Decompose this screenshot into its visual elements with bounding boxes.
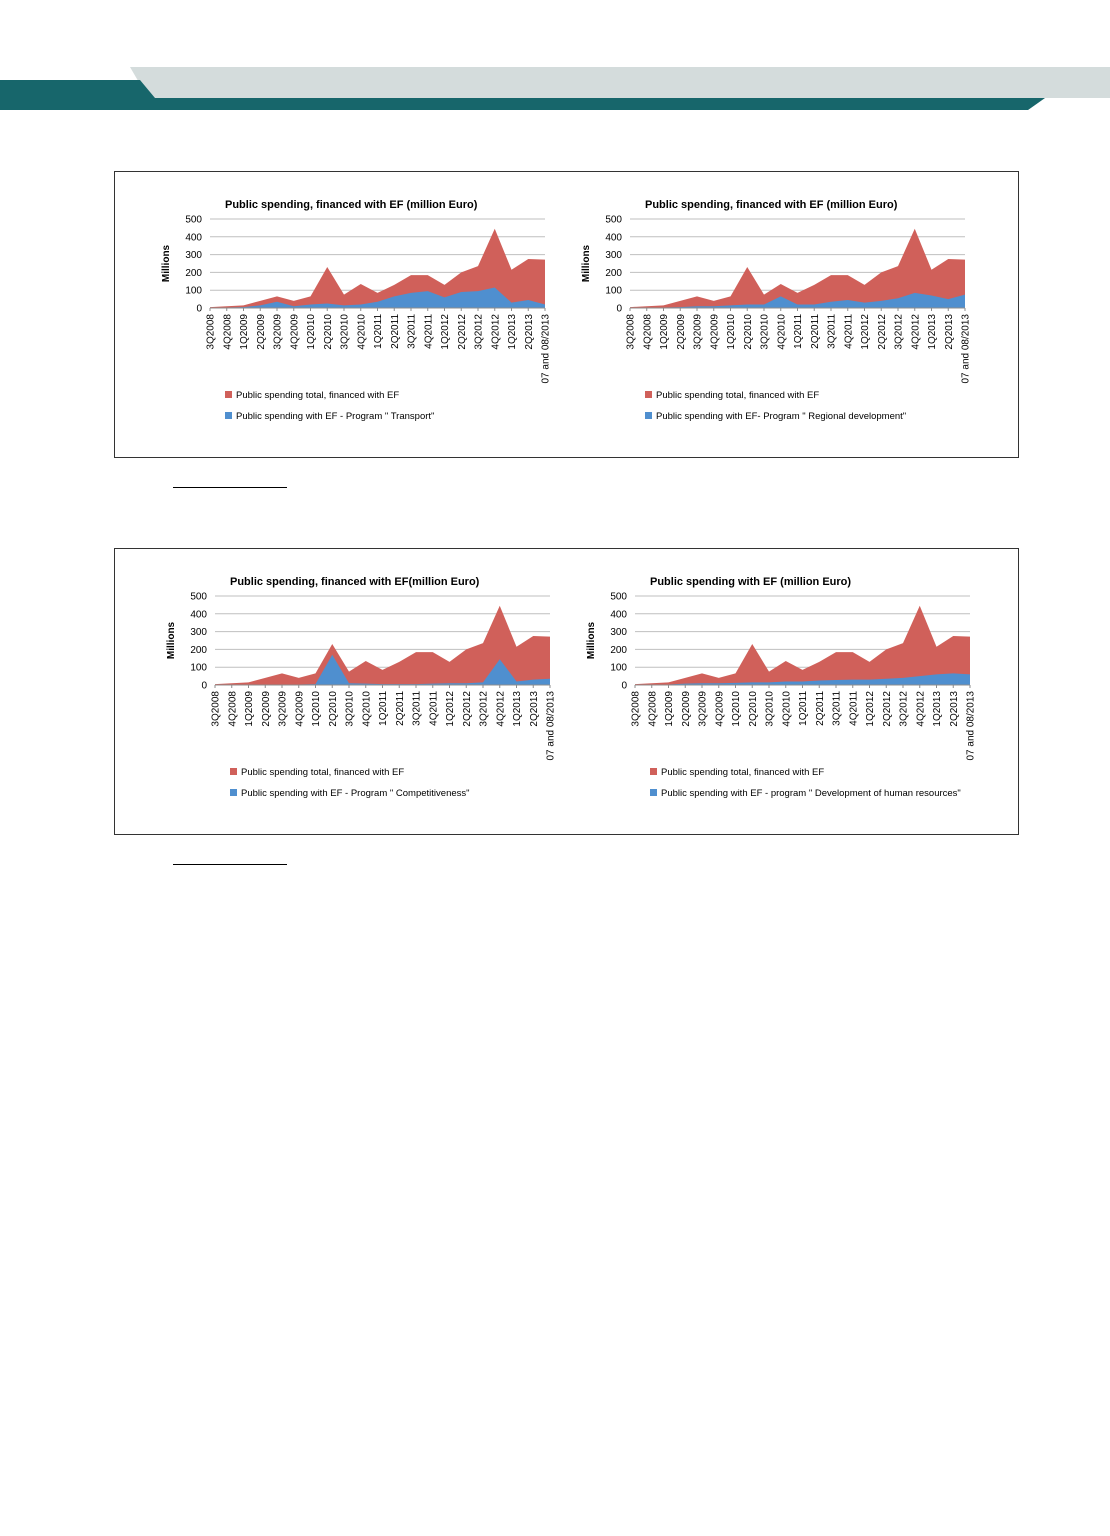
- x-tick-label: 2Q2013: [948, 691, 960, 727]
- y-tick-label: 0: [616, 303, 622, 315]
- y-tick-label: 100: [185, 285, 202, 297]
- x-tick-label: 3Q2011: [826, 314, 838, 349]
- y-tick-label: 400: [610, 609, 627, 621]
- x-tick-label: 2Q2010: [322, 314, 334, 350]
- x-tick-label: 4Q2008: [642, 314, 654, 350]
- chart-title: Public spending, financed with EF (million Euro): [645, 199, 898, 211]
- x-tick-label: 3Q2010: [759, 314, 771, 350]
- legend-entry: Public spending with EF - Program " Transport": [236, 411, 435, 422]
- legend-swatch: [225, 391, 232, 398]
- x-tick-label: 2Q2009: [260, 691, 272, 727]
- x-tick-label: 4Q2012: [910, 314, 922, 350]
- x-tick-label: 2Q2012: [876, 314, 888, 350]
- footnote-rule: [173, 864, 287, 865]
- y-tick-label: 400: [185, 232, 202, 244]
- x-tick-label: 3Q2008: [210, 691, 222, 727]
- y-tick-label: 0: [621, 680, 627, 692]
- y-tick-label: 300: [610, 627, 627, 639]
- x-tick-label: 2Q2010: [742, 314, 754, 350]
- x-tick-label: 3Q2010: [764, 691, 776, 727]
- x-tick-label: 1Q2011: [378, 691, 389, 726]
- x-tick-label: 1Q2013: [512, 691, 523, 727]
- y-tick-label: 500: [605, 214, 622, 226]
- x-tick-label: 1Q2010: [311, 691, 322, 727]
- x-tick-label: 2Q2009: [255, 314, 267, 350]
- y-tick-label: 300: [185, 250, 202, 262]
- x-tick-label: 1Q2009: [244, 691, 255, 727]
- x-tick-label: 4Q2010: [356, 314, 368, 350]
- legend-entry: Public spending total, financed with EF: [236, 390, 400, 401]
- x-tick-label: 3Q2009: [692, 314, 704, 350]
- footnote-rule: [173, 487, 287, 488]
- x-tick-label: 2Q2012: [456, 314, 468, 350]
- chart-transport: [161, 199, 552, 422]
- x-tick-label: 3Q2012: [473, 314, 485, 350]
- y-axis-label: Millions: [166, 621, 177, 660]
- x-tick-label: 1Q2013: [927, 314, 938, 350]
- x-tick-label: 07 and 08/2013: [540, 314, 552, 384]
- x-tick-label: 4Q2011: [843, 314, 855, 349]
- x-tick-label: 2Q2011: [394, 691, 406, 726]
- y-tick-label: 0: [196, 303, 202, 315]
- legend-swatch: [650, 768, 657, 775]
- x-tick-label: 1Q2010: [726, 314, 737, 350]
- header-band: [0, 0, 1110, 120]
- y-tick-label: 500: [610, 591, 627, 603]
- y-tick-label: 100: [605, 285, 622, 297]
- x-tick-label: 1Q2012: [860, 314, 871, 350]
- legend-entry: Public spending total, financed with EF: [661, 767, 825, 778]
- legend-entry: Public spending with EF - Program " Competitiveness": [241, 788, 470, 799]
- x-tick-label: 4Q2012: [490, 314, 502, 350]
- x-tick-label: 3Q2012: [478, 691, 490, 727]
- x-tick-label: 2Q2009: [680, 691, 692, 727]
- y-tick-label: 400: [190, 609, 207, 621]
- x-tick-label: 3Q2012: [898, 691, 910, 727]
- x-tick-label: 2Q2009: [675, 314, 687, 350]
- x-tick-label: 3Q2008: [205, 314, 217, 350]
- legend-swatch: [230, 789, 237, 796]
- y-axis-label: Millions: [161, 244, 172, 283]
- x-tick-label: 4Q2008: [647, 691, 659, 727]
- area-series-total: [635, 606, 970, 685]
- x-tick-label: 1Q2012: [865, 691, 876, 727]
- x-tick-label: 2Q2010: [327, 691, 339, 727]
- x-tick-label: 4Q2011: [848, 691, 860, 726]
- x-tick-label: 4Q2009: [289, 314, 301, 350]
- x-tick-label: 3Q2011: [831, 691, 843, 726]
- x-tick-label: 1Q2010: [731, 691, 742, 727]
- y-tick-label: 0: [201, 680, 207, 692]
- y-tick-label: 400: [605, 232, 622, 244]
- legend-swatch: [650, 789, 657, 796]
- x-tick-label: 4Q2010: [361, 691, 373, 727]
- x-tick-label: 2Q2011: [814, 691, 826, 726]
- x-tick-label: 3Q2010: [339, 314, 351, 350]
- x-tick-label: 4Q2011: [423, 314, 435, 349]
- x-tick-label: 4Q2009: [294, 691, 306, 727]
- x-tick-label: 2Q2013: [528, 691, 540, 727]
- chart-panel-top: [114, 171, 1019, 458]
- x-tick-label: 1Q2013: [932, 691, 943, 727]
- x-tick-label: 1Q2009: [659, 314, 670, 350]
- x-tick-label: 1Q2011: [793, 314, 804, 349]
- y-tick-label: 200: [185, 267, 202, 279]
- x-tick-label: 07 and 08/2013: [960, 314, 972, 384]
- x-tick-label: 4Q2012: [915, 691, 927, 727]
- x-tick-label: 1Q2012: [440, 314, 451, 350]
- y-tick-label: 300: [190, 627, 207, 639]
- x-tick-label: 1Q2009: [239, 314, 250, 350]
- x-tick-label: 3Q2012: [893, 314, 905, 350]
- y-tick-label: 100: [190, 662, 207, 674]
- x-tick-label: 2Q2013: [523, 314, 535, 350]
- chart-regional-development: [581, 199, 972, 422]
- y-axis-label: Millions: [581, 244, 592, 283]
- legend-swatch: [225, 412, 232, 419]
- x-tick-label: 2Q2013: [943, 314, 955, 350]
- x-tick-label: 07 and 08/2013: [965, 691, 977, 761]
- y-tick-label: 200: [610, 644, 627, 656]
- x-tick-label: 3Q2011: [411, 691, 423, 726]
- x-tick-label: 4Q2010: [776, 314, 788, 350]
- x-tick-label: 2Q2012: [461, 691, 473, 727]
- x-tick-label: 4Q2008: [222, 314, 234, 350]
- legend-entry: Public spending total, financed with EF: [656, 390, 820, 401]
- x-tick-label: 1Q2013: [507, 314, 518, 350]
- y-tick-label: 500: [190, 591, 207, 603]
- x-tick-label: 07 and 08/2013: [545, 691, 557, 761]
- legend-swatch: [645, 412, 652, 419]
- x-tick-label: 1Q2010: [306, 314, 317, 350]
- x-tick-label: 3Q2008: [625, 314, 637, 350]
- x-tick-label: 2Q2010: [747, 691, 759, 727]
- chart-competitiveness: [166, 576, 557, 799]
- chart-title: Public spending, financed with EF(million Euro): [230, 576, 480, 588]
- y-tick-label: 500: [185, 214, 202, 226]
- x-tick-label: 4Q2009: [714, 691, 726, 727]
- chart-human-resources: [586, 576, 977, 799]
- legend-swatch: [645, 391, 652, 398]
- x-tick-label: 4Q2012: [495, 691, 507, 727]
- y-tick-label: 300: [605, 250, 622, 262]
- x-tick-label: 4Q2010: [781, 691, 793, 727]
- legend-entry: Public spending with EF- Program " Regional development": [656, 411, 907, 422]
- x-tick-label: 1Q2012: [445, 691, 456, 727]
- x-tick-label: 4Q2011: [428, 691, 440, 726]
- x-tick-label: 1Q2011: [373, 314, 384, 349]
- legend-entry: Public spending with EF - program " Development of human resources": [661, 788, 961, 799]
- y-tick-label: 100: [610, 662, 627, 674]
- x-tick-label: 4Q2009: [709, 314, 721, 350]
- y-tick-label: 200: [190, 644, 207, 656]
- x-tick-label: 3Q2009: [697, 691, 709, 727]
- x-tick-label: 3Q2011: [406, 314, 418, 349]
- x-tick-label: 3Q2009: [277, 691, 289, 727]
- legend-entry: Public spending total, financed with EF: [241, 767, 405, 778]
- y-tick-label: 200: [605, 267, 622, 279]
- chart-panel-bottom: [114, 548, 1019, 835]
- x-tick-label: 2Q2011: [389, 314, 401, 349]
- legend-swatch: [230, 768, 237, 775]
- x-tick-label: 2Q2011: [809, 314, 821, 349]
- x-tick-label: 1Q2011: [798, 691, 809, 726]
- x-tick-label: 3Q2010: [344, 691, 356, 727]
- x-tick-label: 4Q2008: [227, 691, 239, 727]
- x-tick-label: 3Q2009: [272, 314, 284, 350]
- x-tick-label: 3Q2008: [630, 691, 642, 727]
- x-tick-label: 2Q2012: [881, 691, 893, 727]
- chart-title: Public spending with EF (million Euro): [650, 576, 852, 588]
- y-axis-label: Millions: [586, 621, 597, 660]
- x-tick-label: 1Q2009: [664, 691, 675, 727]
- chart-title: Public spending, financed with EF (million Euro): [225, 199, 478, 211]
